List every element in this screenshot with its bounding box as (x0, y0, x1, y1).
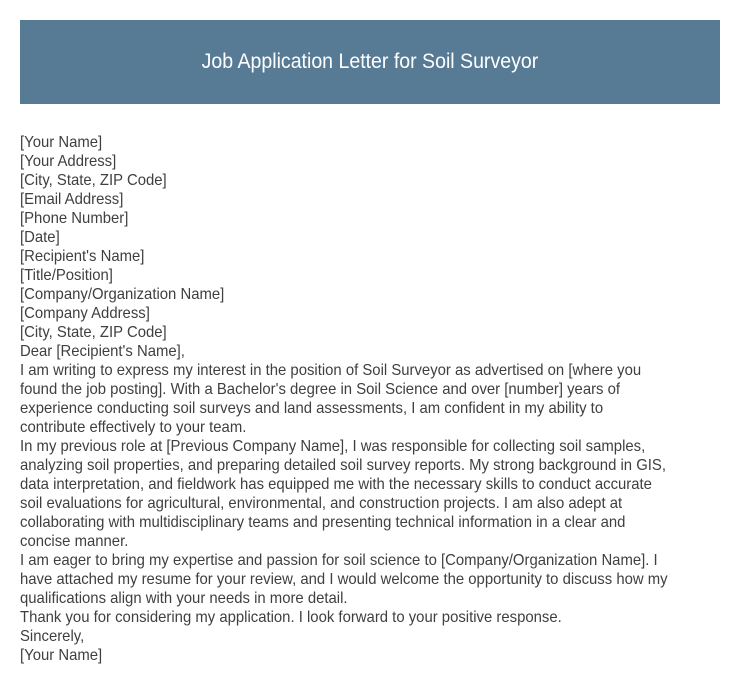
recipient-address: [Company Address] (20, 305, 150, 322)
letter-date: [Date] (20, 229, 60, 246)
recipient-name: [Recipient's Name] (20, 248, 145, 265)
salutation: Dear [Recipient's Name], (20, 343, 185, 360)
title-banner (20, 20, 720, 104)
recipient-title: [Title/Position] (20, 267, 113, 284)
sender-phone: [Phone Number] (20, 210, 129, 227)
paragraph-line: soil evaluations for agricultural, environmental, and construction projects. I am also adept at (20, 495, 623, 512)
sender-address: [Your Address] (20, 153, 117, 170)
paragraph-line: I am writing to express my interest in the position of Soil Surveyor as advertised on [where you (20, 362, 642, 379)
letter-body (20, 133, 730, 665)
paragraph-thanks (20, 608, 730, 627)
paragraph-line: contribute effectively to your team. (20, 419, 247, 436)
sender-email: [Email Address] (20, 191, 124, 208)
recipient-city-state-zip: [City, State, ZIP Code] (20, 324, 167, 341)
closing: Sincerely, (20, 628, 85, 645)
paragraph-line: experience conducting soil surveys and land assessments, I am confident in my ability to (20, 400, 604, 417)
paragraph-intro (20, 361, 730, 437)
paragraph-line: found the job posting]. With a Bachelor's degree in Soil Science and over [number] years of (20, 381, 621, 398)
page-title: Job Application Letter for Soil Surveyor (201, 50, 539, 73)
paragraph-line: qualifications align with your needs in more detail. (20, 590, 348, 607)
paragraph-line: Thank you for considering my application. I look forward to your positive response. (20, 609, 562, 626)
paragraph-line: data interpretation, and fieldwork has equipped me with the necessary skills to conduct accurate (20, 476, 652, 493)
paragraph-line: analyzing soil properties, and preparing detailed soil survey reports. My strong background in GIS, (20, 457, 666, 474)
recipient-block (20, 247, 730, 342)
paragraph-line: have attached my resume for your review, and I would welcome the opportunity to discuss how my (20, 571, 668, 588)
paragraph-motivation (20, 551, 730, 608)
signature: [Your Name] (20, 647, 103, 664)
paragraph-line: concise manner. (20, 533, 129, 550)
paragraph-line: I am eager to bring my expertise and passion for soil science to [Company/Organization Name]. I (20, 552, 658, 569)
recipient-company: [Company/Organization Name] (20, 286, 225, 303)
paragraph-experience (20, 437, 730, 551)
sender-block (20, 133, 730, 247)
paragraph-line: collaborating with multidisciplinary teams and presenting technical information in a clear and (20, 514, 626, 531)
paragraph-line: In my previous role at [Previous Company Name], I was responsible for collecting soil samples, (20, 438, 646, 455)
sender-name: [Your Name] (20, 134, 103, 151)
sender-city-state-zip: [City, State, ZIP Code] (20, 172, 167, 189)
